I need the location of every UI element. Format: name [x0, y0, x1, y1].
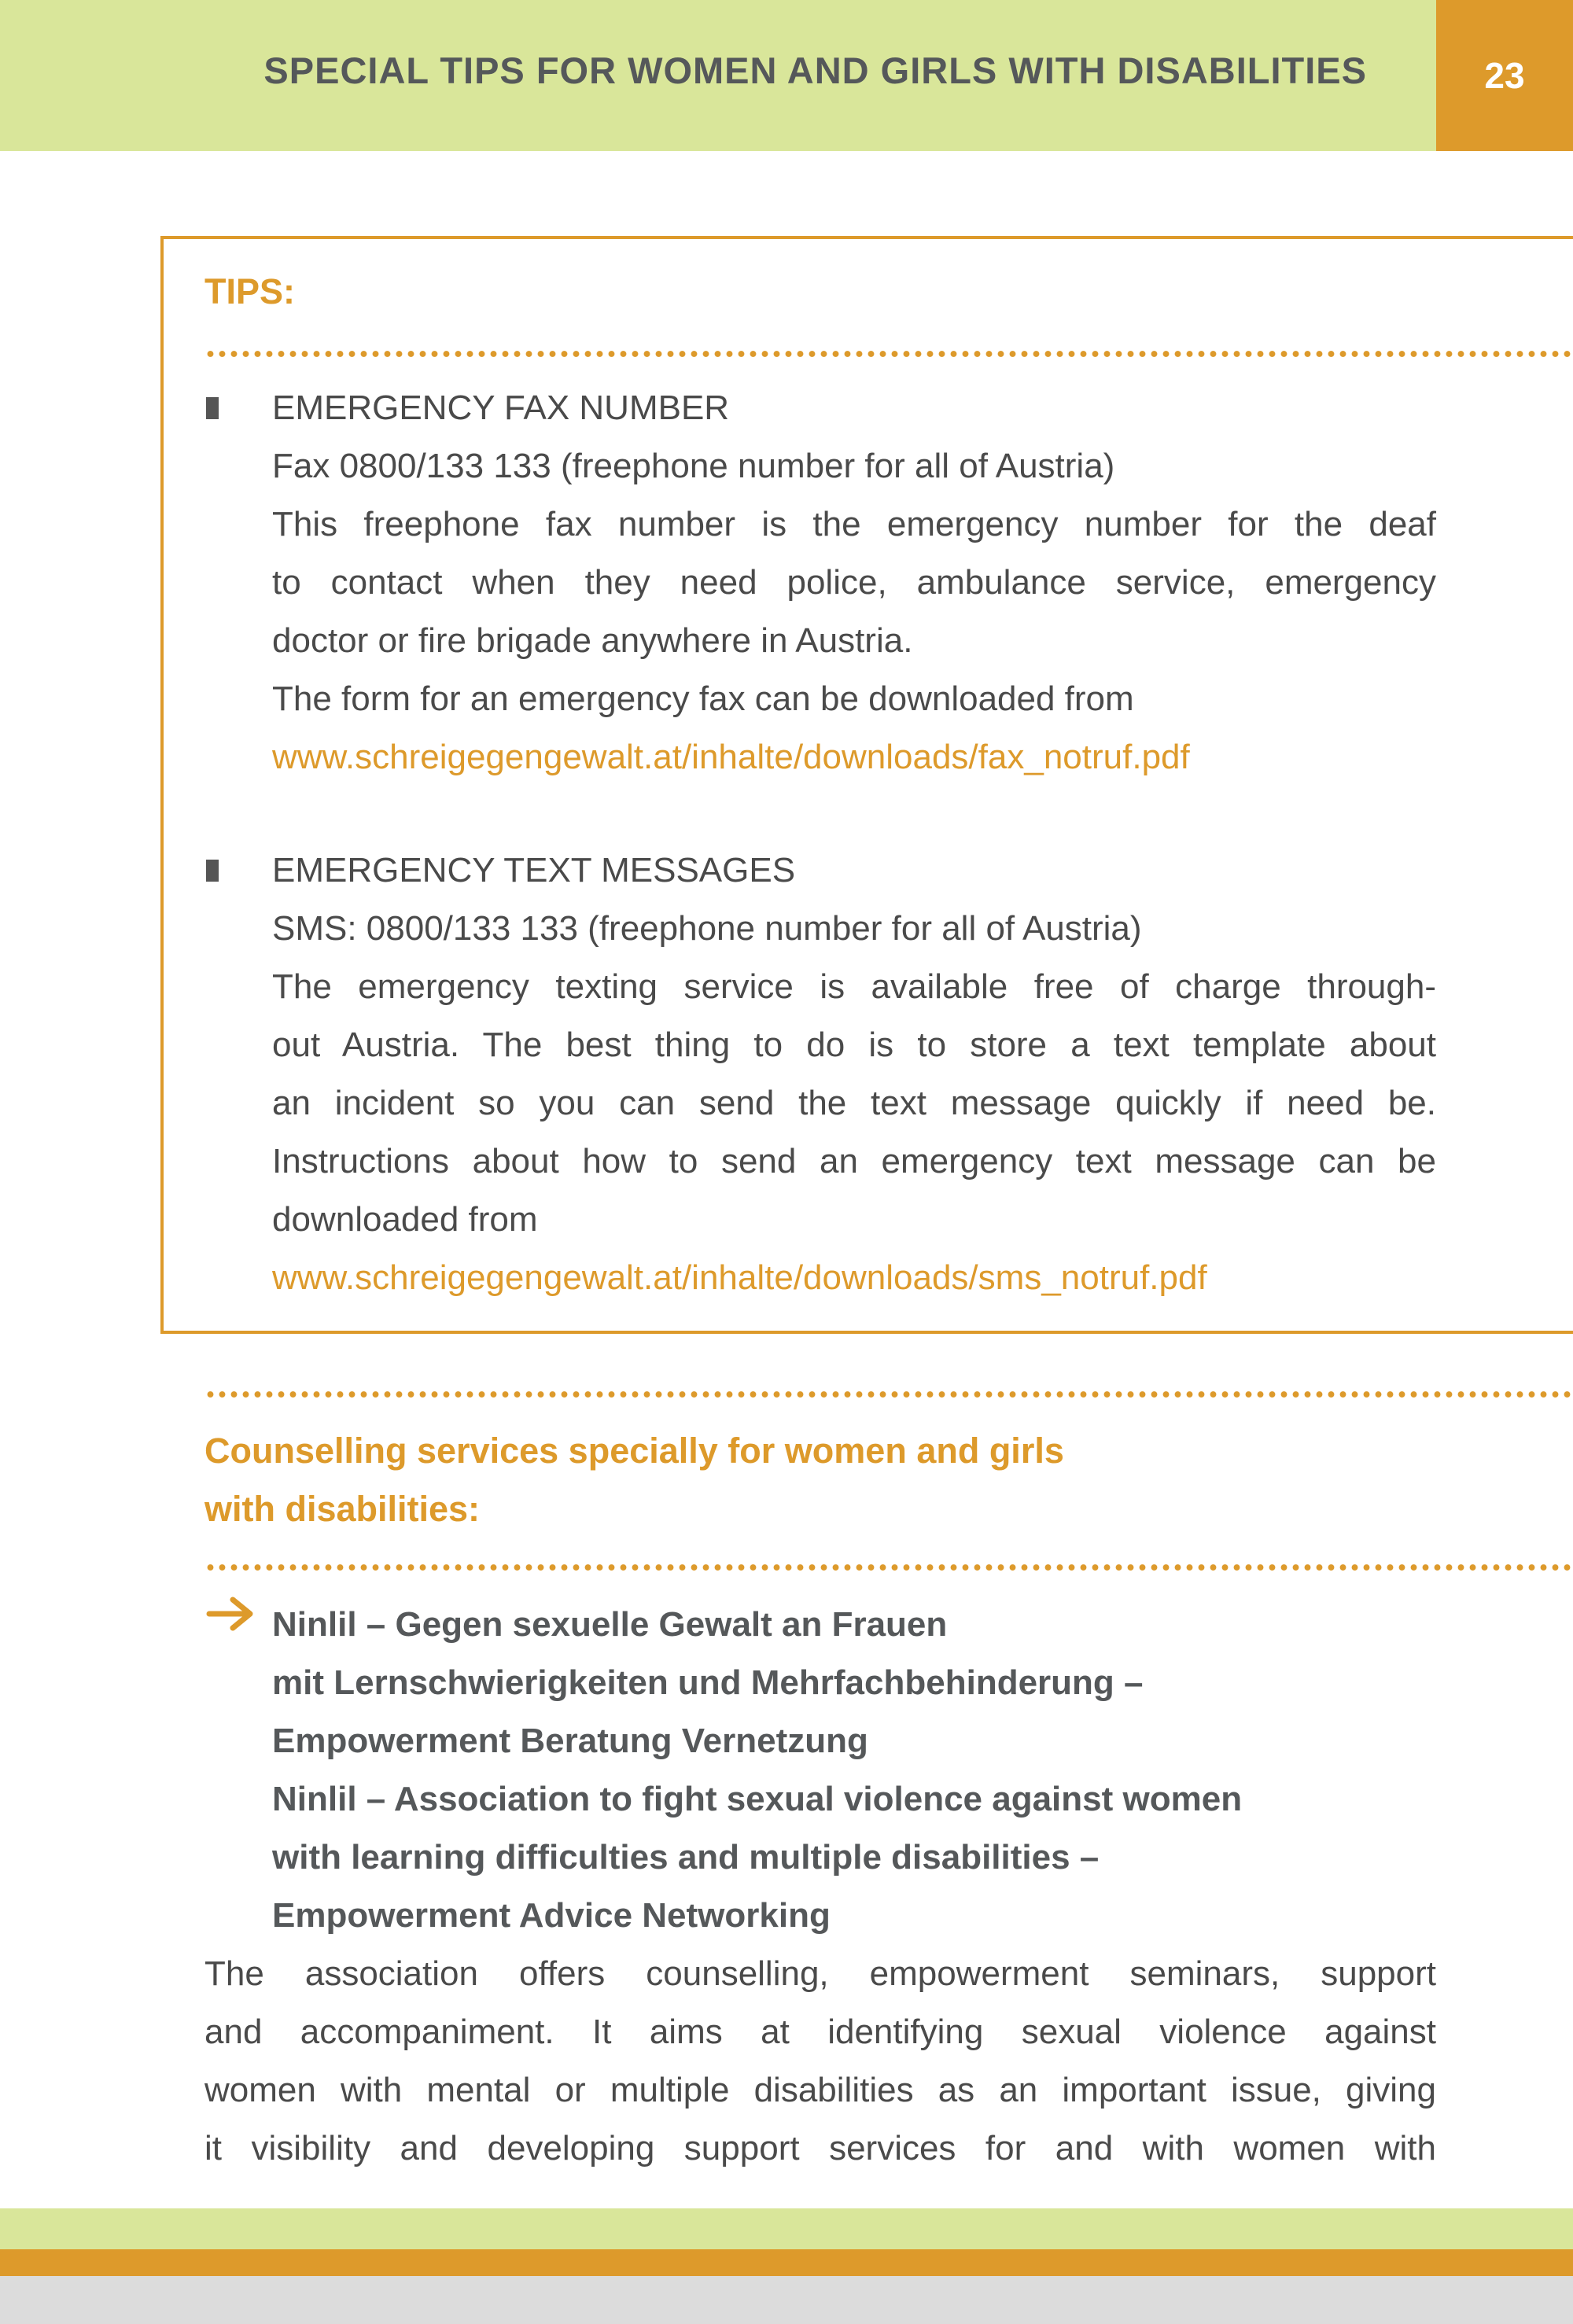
page-number: 23 [1436, 0, 1573, 151]
footer-band-green [0, 2208, 1573, 2249]
org-name-line: Empowerment Advice Networking [272, 1896, 831, 1935]
body-text-line: women with mental or multiple disabilities as an important issue, giving [204, 2071, 1436, 2109]
dotted-divider [204, 1563, 1573, 1571]
sms-download-link[interactable]: www.schreigegengewalt.at/inhalte/downloads/sms_notruf.pdf [272, 1258, 1207, 1297]
body-text-line: and accompaniment. It aims at identifying sexual violence against [204, 2013, 1436, 2051]
footer-band-orange [0, 2249, 1573, 2276]
tip-heading-fax: EMERGENCY FAX NUMBER [272, 389, 730, 427]
dotted-divider [204, 1390, 1573, 1398]
tip-text-line: This freephone fax number is the emergency number for the deaf [272, 505, 1436, 543]
tip-text-line: Fax 0800/133 133 (freephone number for all of Austria) [272, 447, 1115, 485]
tips-title: TIPS: [204, 271, 296, 311]
bullet-square-icon [206, 860, 219, 882]
org-name-line: mit Lernschwierigkeiten und Mehrfachbehinderung – [272, 1663, 1144, 1702]
tip-text-line: The emergency texting service is available free of charge through- [272, 967, 1436, 1006]
body-text-line: The association offers counselling, empowerment seminars, support [204, 1954, 1436, 1993]
tip-text-line: an incident so you can send the text message quickly if need be. [272, 1084, 1436, 1122]
section-heading: Counselling services specially for women and girls [204, 1431, 1064, 1471]
tip-text-line: to contact when they need police, ambulance service, emergency [272, 563, 1436, 602]
tip-text-line: SMS: 0800/133 133 (freephone number for all of Austria) [272, 909, 1142, 948]
tip-heading-sms: EMERGENCY TEXT MESSAGES [272, 851, 796, 889]
tip-text-line: Instructions about how to send an emergency text message can be [272, 1142, 1436, 1180]
footer-band-grey [0, 2276, 1573, 2324]
running-title: SPECIAL TIPS FOR WOMEN AND GIRLS WITH DISABILITIES [263, 50, 1367, 91]
page-header [0, 0, 1573, 151]
org-name-line: Ninlil – Association to fight sexual violence against women [272, 1780, 1243, 1818]
bullet-square-icon [206, 397, 219, 419]
org-name-line: Empowerment Beratung Vernetzung [272, 1722, 868, 1760]
dotted-divider [204, 350, 1573, 358]
fax-download-link[interactable]: www.schreigegengewalt.at/inhalte/downloads/fax_notruf.pdf [272, 738, 1190, 776]
org-name-line: Ninlil – Gegen sexuelle Gewalt an Frauen [272, 1605, 948, 1644]
tip-text-line: downloaded from [272, 1200, 538, 1239]
section-heading: with disabilities: [204, 1489, 481, 1529]
body-text-line: it visibility and developing support services for and with women with [204, 2129, 1436, 2167]
arrow-right-icon [206, 1597, 255, 1635]
tip-text-line: The form for an emergency fax can be downloaded from [272, 680, 1134, 718]
tip-text-line: out Austria. The best thing to do is to store a text template about [272, 1026, 1436, 1064]
tip-text-line: doctor or fire brigade anywhere in Austria. [272, 621, 913, 660]
org-name-line: with learning difficulties and multiple disabilities – [272, 1838, 1100, 1877]
